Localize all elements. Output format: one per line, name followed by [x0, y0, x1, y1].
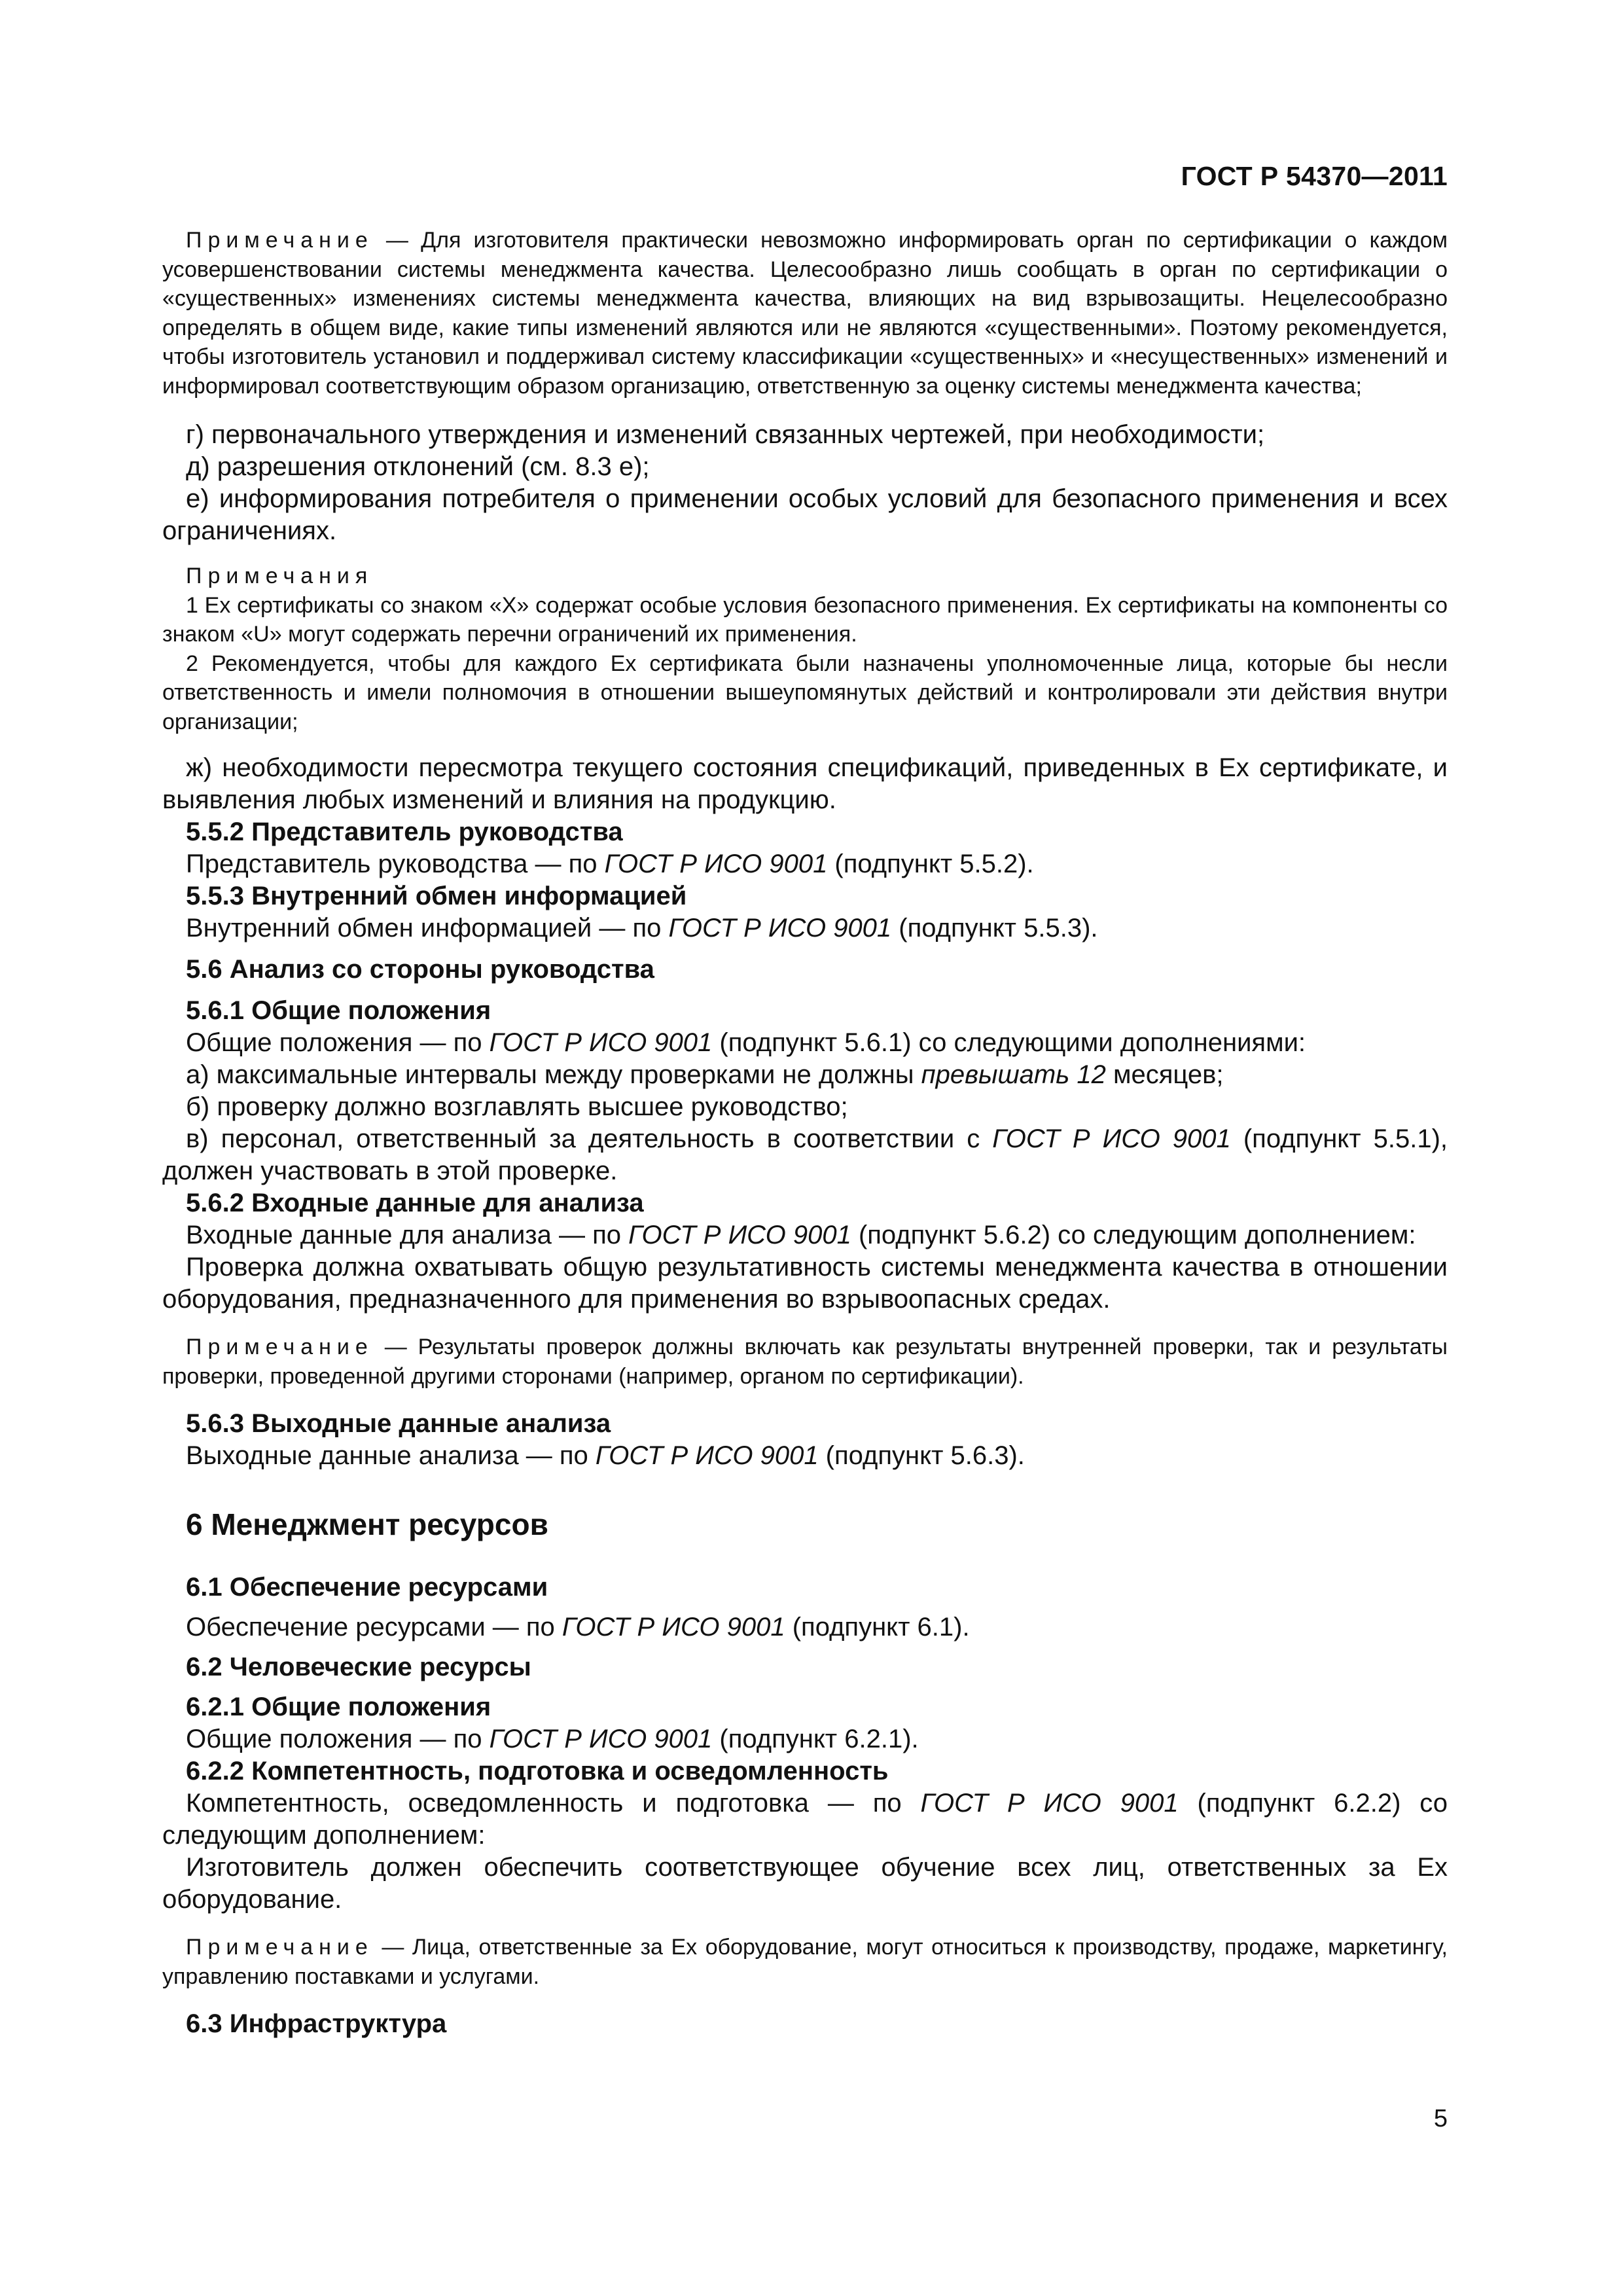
- list-item-v: в) персонал, ответственный за деятельность в соответствии с ГОСТ Р ИСО 9001 (подпункт 5.5.1), должен участвовать в этой проверке.: [162, 1124, 1448, 1185]
- document-code: ГОСТ Р 54370—2011: [1181, 161, 1448, 191]
- paragraph-6-2-2: Компетентность, осведомленность и подготовка — по ГОСТ Р ИСО 9001 (подпункт 6.2.2) со следующим дополнением:: [162, 1789, 1448, 1850]
- notes-label: Примечания: [186, 564, 374, 588]
- paragraph-5-5-3: Внутренний обмен информацией — по ГОСТ Р ИСО 9001 (подпункт 5.5.3).: [186, 914, 1098, 942]
- heading-6-2-2: 6.2.2 Компетентность, подготовка и осведомленность: [186, 1757, 889, 1785]
- note-text: — Для изготовителя практически невозможно информировать орган по сертификации о каждом усовершенствовании системы менеджмента качества. Целесообразно лишь сообщать в орган по сертификации о «существенных» изменениях системы менеджмента качества, влияющих на вид взрывозащиты. Нецелесообразно определять в общем виде, какие типы изменений являются или не являются «существенными». Поэтому рекомендуется, чтобы изготовитель установил и поддерживал систему классификации «существенных» и «несущественных» изменений и информировал соответствующим образом организацию, ответственную за оценку системы менеджмента качества;: [162, 228, 1448, 399]
- note-item-2: 2 Рекомендуется, чтобы для каждого Ех сертификата были назначены уполномоченные лица, которые бы несли ответственность и имели полномочия в отношении вышеупомянутых действий и контролировали эти действия внутри организации;: [162, 651, 1448, 734]
- paragraph-5-6-2: Входные данные для анализа — по ГОСТ Р ИСО 9001 (подпункт 5.6.2) со следующим дополнением:: [186, 1221, 1416, 1249]
- heading-6-2: 6.2 Человеческие ресурсы: [186, 1653, 531, 1681]
- list-item-a: а) максимальные интервалы между проверками не должны превышать 12 месяцев;: [186, 1060, 1224, 1089]
- paragraph-5-6-1: Общие положения — по ГОСТ Р ИСО 9001 (подпункт 5.6.1) со следующими дополнениями:: [186, 1028, 1306, 1057]
- note-item-1: 1 Ех сертификаты со знаком «Х» содержат особые условия безопасного применения. Ех сертификаты на компоненты со знаком «U» могут содержать перечни ограничений их применения.: [162, 592, 1448, 647]
- heading-5-6-2: 5.6.2 Входные данные для анализа: [186, 1189, 644, 1217]
- heading-6: 6 Менеджмент ресурсов: [186, 1507, 548, 1541]
- heading-5-5-3: 5.5.3 Внутренний обмен информацией: [186, 882, 687, 910]
- list-item-b: б) проверку должно возглавлять высшее руководство;: [186, 1092, 848, 1121]
- paragraph-5-6-3: Выходные данные анализа — по ГОСТ Р ИСО 9001 (подпункт 5.6.3).: [186, 1441, 1025, 1470]
- paragraph-5-5-2: Представитель руководства — по ГОСТ Р ИСО 9001 (подпункт 5.5.2).: [186, 850, 1034, 878]
- list-item-e: е) информирования потребителя о применении особых условий для безопасного применения и всех ограничениях.: [162, 484, 1448, 545]
- heading-5-6: 5.6 Анализ со стороны руководства: [186, 955, 654, 984]
- paragraph-6-2-2-b: Изготовитель должен обеспечить соответствующее обучение всех лиц, ответственных за Ех оборудование.: [162, 1853, 1448, 1914]
- heading-6-1: 6.1 Обеспечение ресурсами: [186, 1573, 548, 1602]
- paragraph-5-6-2-b: Проверка должна охватывать общую результативность системы менеджмента качества в отношении оборудования, предназначенного для применения во взрывоопасных средах.: [162, 1253, 1448, 1314]
- list-item-g: г) первоначального утверждения и изменений связанных чертежей, при необходимости;: [186, 420, 1265, 449]
- note-6-2-2: Примечание — Лица, ответственные за Ех оборудование, могут относиться к производству, продаже, маркетингу, управлению поставками и услугами.: [162, 1935, 1448, 1989]
- page-number: 5: [1433, 2105, 1448, 2132]
- list-item-zh: ж) необходимости пересмотра текущего состояния спецификаций, приведенных в Ех сертификате, и выявления любых изменений и влияния на продукцию.: [162, 753, 1448, 814]
- paragraph-6-2-1: Общие положения — по ГОСТ Р ИСО 9001 (подпункт 6.2.1).: [186, 1725, 919, 1753]
- paragraph-6-1: Обеспечение ресурсами — по ГОСТ Р ИСО 9001 (подпункт 6.1).: [186, 1613, 970, 1641]
- heading-6-3: 6.3 Инфраструктура: [186, 2009, 447, 2038]
- heading-5-5-2: 5.5.2 Представитель руководства: [186, 817, 623, 846]
- heading-6-2-1: 6.2.1 Общие положения: [186, 1693, 491, 1721]
- heading-5-6-1: 5.6.1 Общие положения: [186, 996, 491, 1025]
- list-item-d: д) разрешения отклонений (см. 8.3 е);: [186, 452, 650, 481]
- note-label: Примечание: [186, 228, 374, 253]
- note-5-6-2: Примечание — Результаты проверок должны включать как результаты внутренней проверки, так и результаты проверки, проведенной другими сторонами (например, органом по сертификации).: [162, 1335, 1448, 1389]
- note-paragraph: [162, 226, 1448, 401]
- heading-5-6-3: 5.6.3 Выходные данные анализа: [186, 1409, 611, 1438]
- page-content: [162, 226, 1448, 2040]
